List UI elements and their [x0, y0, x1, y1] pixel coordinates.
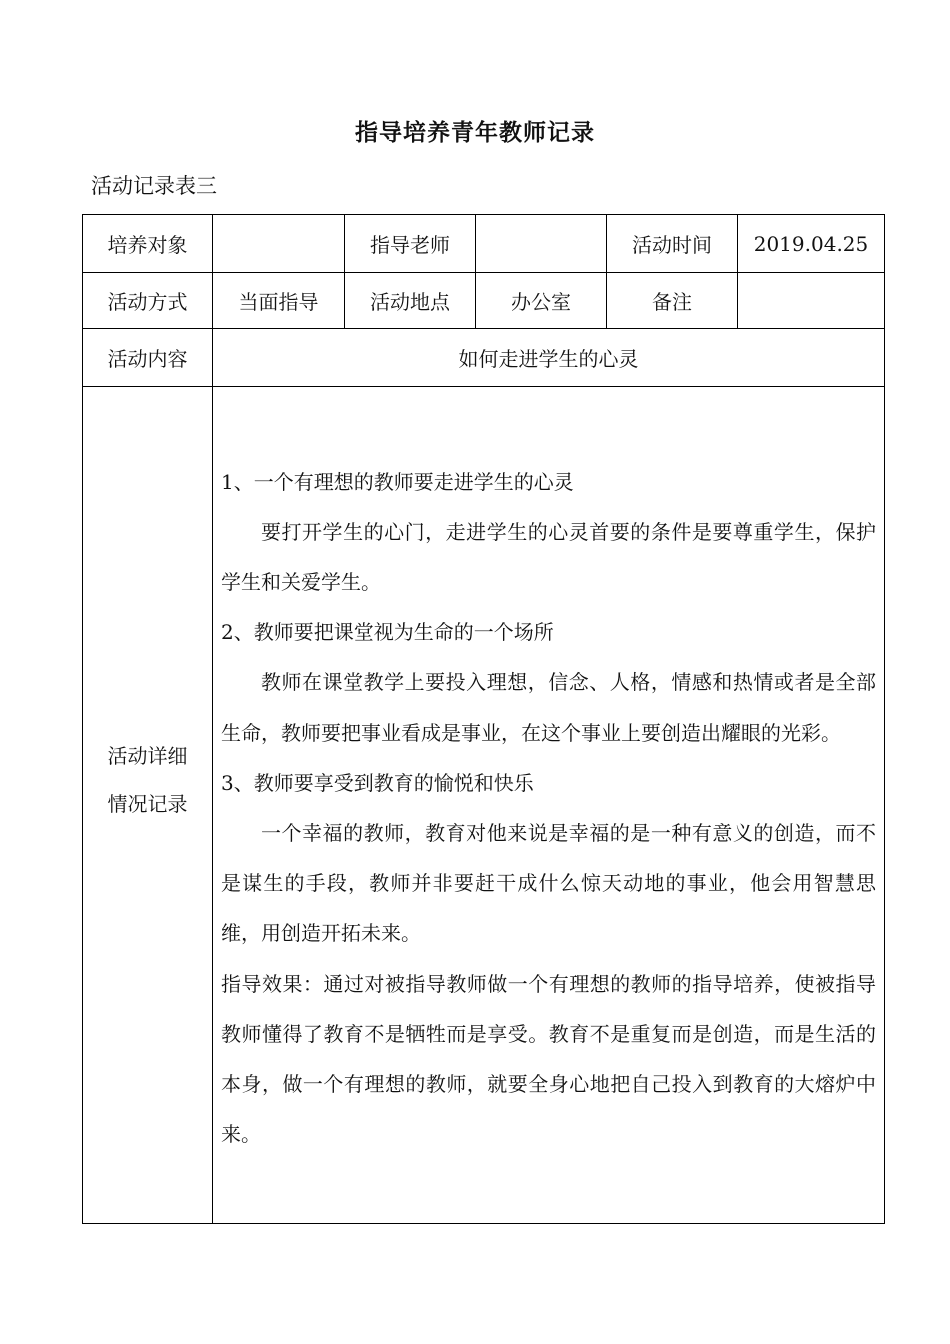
content-value-cell: 如何走进学生的心灵 — [213, 329, 885, 387]
target-value-cell — [213, 215, 345, 273]
detail-paragraph-3: 一个幸福的教师，教育对他来说是幸福的是一种有意义的创造，而不是谋生的手段，教师并非要赶干成什么惊天动地的事业，他会用智慧思维，用创造开拓未来。 — [221, 821, 876, 946]
table-row — [83, 215, 885, 273]
table-row — [83, 273, 885, 329]
table-row — [83, 329, 885, 387]
mentor-value-cell — [476, 215, 607, 273]
location-value-cell: 办公室 — [476, 273, 607, 329]
activity-record-table — [82, 214, 885, 1224]
document-title: 指导培养青年教师记录 — [355, 120, 595, 146]
mentor-label-cell: 指导老师 — [345, 215, 476, 273]
time-label-cell: 活动时间 — [607, 215, 738, 273]
detail-paragraph-2: 教师在课堂教学上要投入理想，信念、人格，情感和热情或者是全部生命，教师要把事业看成是事业，在这个事业上要创造出耀眼的光彩。 — [221, 670, 876, 745]
remark-value-cell — [738, 273, 885, 329]
detail-paragraph-1: 要打开学生的心门，走进学生的心灵首要的条件是要尊重学生，保护学生和关爱学生。 — [221, 519, 876, 594]
detail-heading-3: 3、教师要享受到教育的愉悦和快乐 — [221, 770, 534, 795]
detail-label-cell — [83, 387, 213, 1224]
method-value-cell: 当面指导 — [213, 273, 345, 329]
detail-label-line1: 活动详细 — [107, 744, 188, 768]
guidance-effect-paragraph: 指导效果：通过对被指导教师做一个有理想的教师的指导培养，使被指导教师懂得了教育不是牺牲而是享受。教育不是重复而是创造，而是生活的本身，做一个有理想的教师，就要全身心地把自己投入到教育的大熔炉中来。 — [221, 971, 876, 1147]
detail-heading-2: 2、教师要把课堂视为生命的一个场所 — [221, 620, 554, 645]
detail-label-line2: 情况记录 — [107, 792, 188, 816]
table-row — [83, 387, 885, 1224]
remark-label-cell: 备注 — [607, 273, 738, 329]
target-label-cell: 培养对象 — [83, 215, 213, 273]
detail-content-cell — [213, 387, 885, 1224]
method-label-cell: 活动方式 — [83, 273, 213, 329]
content-label-cell: 活动内容 — [83, 329, 213, 387]
detail-heading-1: 1、一个有理想的教师要走进学生的心灵 — [221, 469, 574, 494]
document-subtitle: 活动记录表三 — [91, 174, 217, 198]
time-value-cell: 2019.04.25 — [738, 215, 885, 273]
location-label-cell: 活动地点 — [345, 273, 476, 329]
